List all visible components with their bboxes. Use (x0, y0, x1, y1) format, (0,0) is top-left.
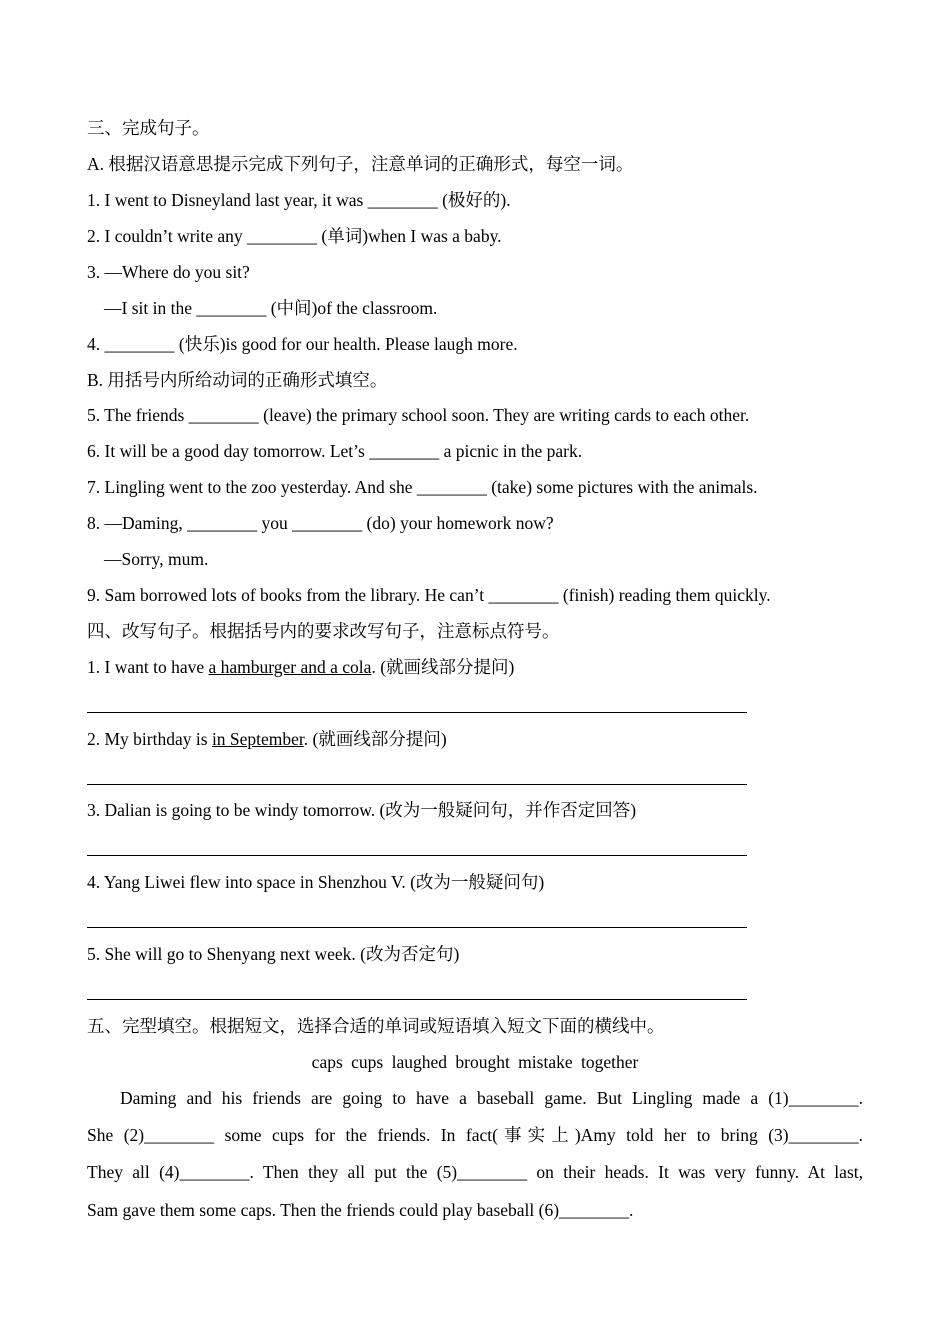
question-a2: 2. I couldn’t write any ________ (单词)when I was a baby. (87, 226, 502, 246)
answer-line-1[interactable] (87, 712, 747, 713)
part-b-instruction: B. 用括号内所给动词的正确形式填空。 (87, 370, 388, 390)
rewrite-question-2 (87, 728, 447, 750)
rewrite-question-1 (87, 656, 514, 678)
rewrite-question-2-pre: 2. My birthday is (87, 729, 212, 749)
rewrite-question-1-post: . (就画线部分提问) (371, 657, 515, 677)
question-b9: 9. Sam borrowed lots of books from the library. He can’t ________ (finish) reading them quickly. (87, 585, 771, 605)
rewrite-question-4: 4. Yang Liwei flew into space in Shenzhou V. (改为一般疑问句) (87, 872, 545, 892)
question-a3-line2: —I sit in the ________ (中间)of the classroom. (104, 298, 438, 318)
rewrite-question-5: 5. She will go to Shenyang next week. (改为否定句) (87, 944, 460, 964)
question-a3-line1: 3. —Where do you sit? (87, 262, 250, 282)
question-a1: 1. I went to Disneyland last year, it was ________ (极好的). (87, 190, 511, 210)
answer-line-4[interactable] (87, 927, 747, 928)
section-3-title: 三、完成句子。 (87, 118, 210, 138)
answer-line-3[interactable] (87, 855, 747, 856)
question-b7: 7. Lingling went to the zoo yesterday. And she ________ (take) some pictures with the animals. (87, 477, 758, 497)
word-bank: caps cups laughed brought mistake together (311, 1052, 639, 1072)
rewrite-question-1-pre: 1. I want to have (87, 657, 209, 677)
rewrite-question-3: 3. Dalian is going to be windy tomorrow. (改为一般疑问句，并作否定回答) (87, 800, 637, 820)
rewrite-question-2-post: . (就画线部分提问) (303, 729, 447, 749)
section-5-title: 五、完型填空。根据短文，选择合适的单词或短语填入短文下面的横线中。 (87, 1016, 665, 1036)
question-b8-line2: —Sorry, mum. (104, 549, 209, 569)
part-a-instruction: A. 根据汉语意思提示完成下列句子，注意单词的正确形式，每空一词。 (87, 154, 634, 174)
passage-line-3: They all (4)________. Then they all put the (5)________ on their heads. It was very funny. At last, (87, 1162, 863, 1182)
question-b6: 6. It will be a good day tomorrow. Let’s ________ a picnic in the park. (87, 441, 583, 461)
section-4-title: 四、改写句子。根据括号内的要求改写句子，注意标点符号。 (87, 621, 560, 641)
passage-line-1: Daming and his friends are going to have a baseball game. But Lingling made a (1)________. (120, 1088, 863, 1108)
answer-line-2[interactable] (87, 784, 747, 785)
passage-line-4: Sam gave them some caps. Then the friends could play baseball (6)________. (87, 1200, 634, 1220)
answer-line-5[interactable] (87, 999, 747, 1000)
question-b8-line1: 8. —Daming, ________ you ________ (do) your homework now? (87, 513, 554, 533)
question-b5: 5. The friends ________ (leave) the primary school soon. They are writing cards to each other. (87, 405, 750, 425)
passage-line-2: She (2)________ some cups for the friends. In fact(事实上)Amy told her to bring (3)________. (87, 1125, 863, 1145)
question-a4: 4. ________ (快乐)is good for our health. Please laugh more. (87, 334, 518, 354)
rewrite-question-2-underlined: in September (211, 729, 304, 749)
rewrite-question-1-underlined: a hamburger and a cola (208, 657, 372, 677)
